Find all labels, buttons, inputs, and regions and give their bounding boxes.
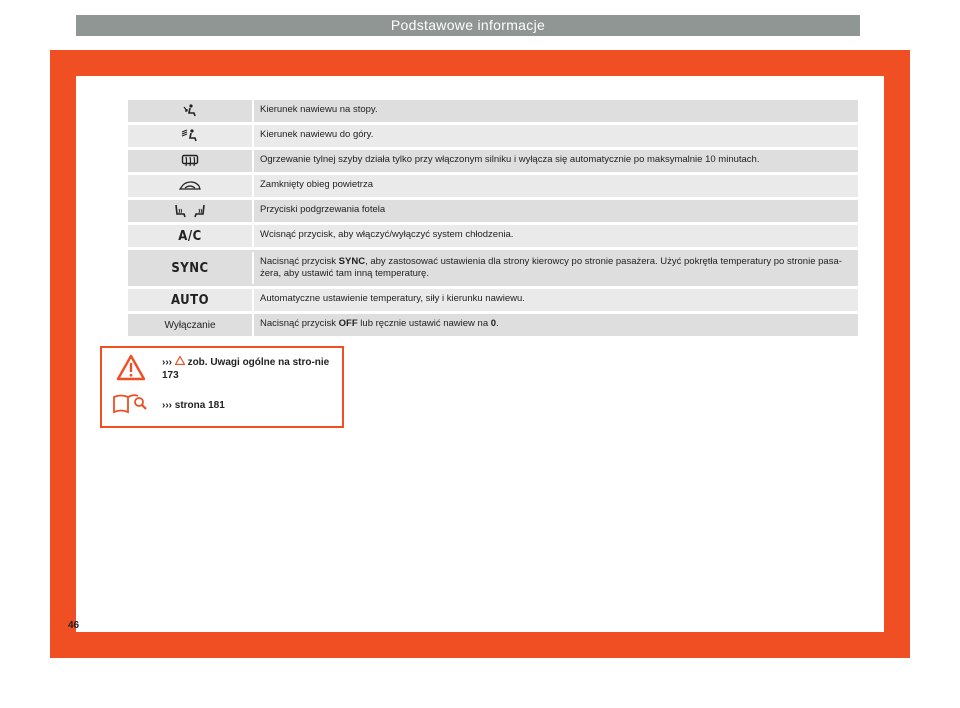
warning-triangle-icon	[116, 354, 146, 387]
table-row	[128, 175, 858, 197]
page-number: 46	[68, 620, 80, 631]
table-row	[128, 250, 858, 286]
controls-table	[128, 100, 858, 339]
rear-window-heater-icon	[128, 154, 252, 168]
row-description: Przyciski podgrzewania fotela	[252, 200, 858, 222]
warning-reference[interactable]: ››› zob. Uwagi ogólne na stro-nie 173	[162, 357, 330, 381]
air-recirculation-icon	[128, 180, 252, 192]
row-description: Automatyczne ustawienie temperatury, siły i kierunku nawiewu.	[252, 289, 858, 311]
row-description: Zamknięty obieg powietrza	[252, 175, 858, 197]
table-row	[128, 100, 858, 122]
row-description: Nacisnąć przycisk SYNC, aby zastosować ustawienia dla strony kierowcy po stronie pasażera. Użyć pokrętła temperatury po stronie pasa-żera, aby ustawić tam inną temperaturę.	[252, 252, 858, 284]
off-label: Wyłączanie	[164, 319, 216, 331]
row-description: Wcisnąć przycisk, aby włączyć/wyłączyć system chłodzenia.	[252, 225, 858, 247]
page-reference-link[interactable]: ››› strona 181	[162, 400, 225, 411]
row-description: Ogrzewanie tylnej szyby działa tylko przy włączonym silniku i wyłącza się automatycznie po maksymalnie 10 minutach.	[252, 150, 858, 172]
warning-small-icon	[175, 356, 185, 365]
warning-notice-box	[100, 346, 344, 428]
page-title: Podstawowe informacje	[76, 15, 860, 36]
seat-heating-icon	[128, 203, 252, 219]
airflow-feet-icon	[128, 104, 252, 118]
airflow-up-icon	[128, 129, 252, 143]
row-description: Kierunek nawiewu na stopy.	[252, 100, 858, 122]
row-description: Nacisnąć przycisk OFF lub ręcznie ustawić nawiew na 0.	[252, 314, 858, 336]
table-row	[128, 200, 858, 222]
table-row	[128, 125, 858, 147]
table-row	[128, 150, 858, 172]
table-row	[128, 225, 858, 247]
sync-symbol: SYNC	[171, 260, 209, 276]
auto-symbol: AUTO	[170, 292, 210, 308]
ac-symbol: A/C	[178, 228, 202, 244]
table-row	[128, 289, 858, 311]
row-description: Kierunek nawiewu do góry.	[252, 125, 858, 147]
table-row	[128, 314, 858, 336]
manual-book-icon	[112, 391, 148, 420]
